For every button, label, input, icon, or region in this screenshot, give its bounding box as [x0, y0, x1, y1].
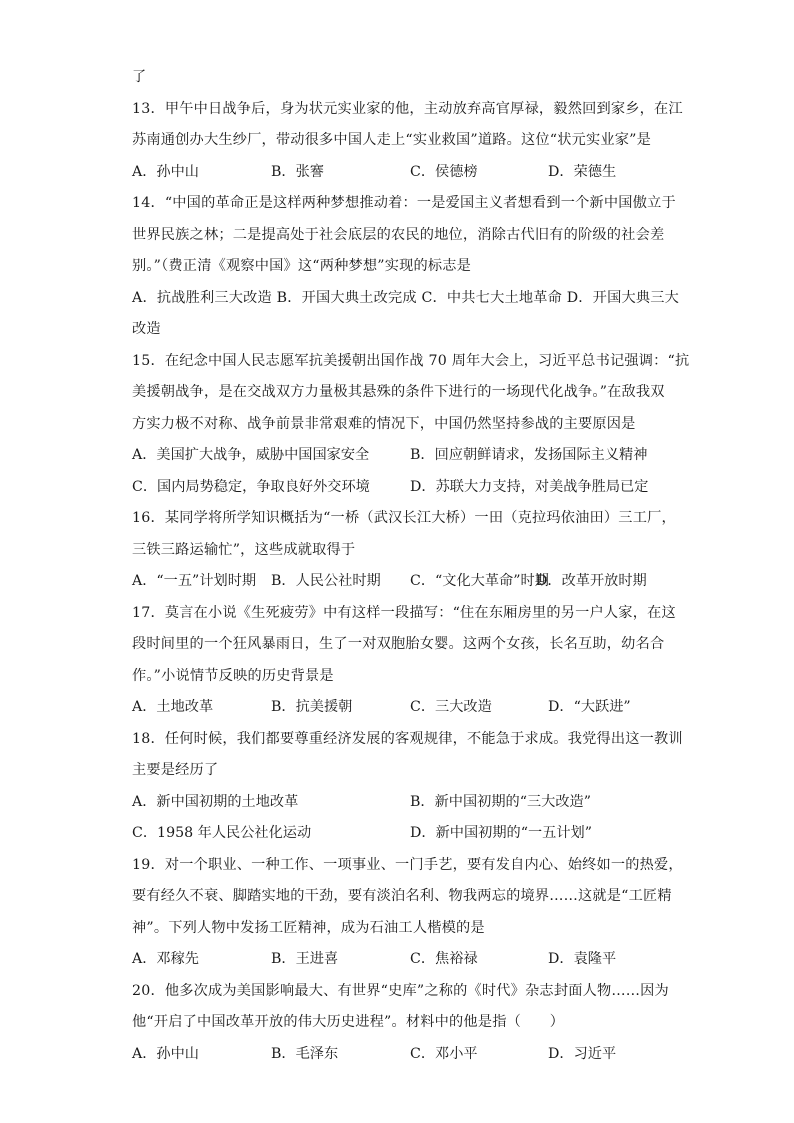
question-list: [132, 62, 690, 1070]
question-13: [132, 94, 683, 189]
option-c[interactable]: C．国内局势稳定，争取良好外交环境: [132, 478, 370, 495]
question-text: 美援朝战争，是在交战双方力量极其悬殊的条件下进行的一场现代化战争。”在敌我双: [132, 384, 665, 400]
option-b[interactable]: B．张謇: [271, 163, 324, 180]
option-a[interactable]: A．邓稼先: [132, 951, 199, 967]
option-b[interactable]: B．新中国初期的“三大改造”: [410, 793, 591, 810]
option-row: [132, 472, 662, 504]
option-c[interactable]: C．邓小平: [410, 1045, 478, 1062]
option-b[interactable]: B．王进喜: [271, 951, 339, 967]
question-16: [132, 503, 676, 598]
question-text: 作。”小说情节反映的历史背景是: [132, 667, 334, 684]
question-text: 别。”（费正清《观察中国》这“两种梦想”实现的标志是: [132, 258, 472, 274]
option-b[interactable]: B．人民公社时期: [271, 573, 381, 589]
question-text: 苏南通创办大生纱厂，带动很多中国人走上“实业救国”道路。这位“状元实业家”是: [132, 132, 651, 148]
option-c[interactable]: C．焦裕禄: [410, 951, 478, 967]
question-text: 15．在纪念中国人民志愿军抗美援朝出国作战 70 周年大会上，习近平总书记强调：“抗: [132, 352, 690, 369]
option-d[interactable]: D．新中国初期的“一五计划”: [410, 825, 592, 841]
option-row: [132, 1039, 662, 1071]
question-text: 14．“中国的革命正是这样两种梦想推动着：一是爱国主义者想看到一个新中国傲立于: [132, 195, 676, 211]
option-row: [132, 692, 662, 724]
question-18: [132, 724, 683, 850]
option-a[interactable]: A．孙中山: [132, 163, 199, 180]
question-17: [132, 598, 676, 724]
question-text: 神”。下列人物中发扬工匠精神，成为石油工人楷模的是: [132, 919, 485, 936]
option-row: [132, 944, 662, 976]
option-row: [132, 566, 662, 598]
option-a[interactable]: A．美国扩大战争，威胁中国国家安全: [132, 447, 370, 463]
question-19: [132, 850, 683, 976]
question-20: [132, 976, 669, 1071]
question-text: 19．对一个职业、一种工作、一项事业、一门手艺，要有发自内心、始终如一的热爱，: [132, 856, 683, 873]
option-a[interactable]: A．“一五”计划时期: [132, 573, 257, 589]
option-d[interactable]: D．习近平: [548, 1045, 617, 1062]
option-a[interactable]: A．新中国初期的土地改革: [132, 793, 299, 810]
option-b[interactable]: B．抗美援朝: [271, 699, 353, 715]
question-text: 16．某同学将所学知识概括为“一桥（武汉长江大桥）一田（克拉玛依油田）三工厂，: [132, 510, 676, 526]
option-line[interactable]: 改造: [132, 321, 161, 337]
question-text: 主要是经历了: [132, 762, 219, 778]
option-row: [132, 787, 662, 819]
option-b[interactable]: B．毛泽东: [271, 1045, 339, 1062]
option-c[interactable]: C．侯德榜: [410, 163, 478, 180]
question-text: 段时间里的一个狂风暴雨日，生了一对双胞胎女婴。这两个女孩，长名互助，幼名合: [132, 636, 665, 652]
question-text: 三铁三路运输忙”，这些成就取得于: [132, 541, 356, 558]
option-row: [132, 440, 662, 472]
option-row: [132, 818, 662, 850]
question-text: 他“开启了中国改革开放的伟大历史进程”。材料中的他是指（ ）: [132, 1014, 565, 1030]
option-a[interactable]: A．土地改革: [132, 699, 214, 715]
question-text: 17．莫言在小说《生死疲劳》中有这样一段描写：“住在东厢房里的另一户人家，在这: [132, 604, 676, 621]
option-d[interactable]: D．苏联大力支持，对美战争胜局已定: [410, 478, 649, 495]
option-d[interactable]: D．“大跃进”: [548, 699, 631, 715]
option-b[interactable]: B．回应朝鲜请求，发扬国际主义精神: [410, 447, 648, 463]
option-d[interactable]: D．袁隆平: [548, 951, 617, 967]
option-a[interactable]: A．孙中山: [132, 1045, 199, 1062]
option-row: [132, 157, 662, 189]
option-line[interactable]: A．抗战胜利三大改造 B．开国大典土改完成 C．中共七大土地革命 D．开国大典三大: [132, 289, 680, 306]
question-15: [132, 346, 690, 504]
option-c[interactable]: C．“文化大革命”时期: [410, 573, 549, 589]
question-text: 方实力极不对称、战争前景非常艰难的情况下，中国仍然坚持参战的主要原因是: [132, 415, 636, 432]
question-text: 20．他多次成为美国影响最大、有世界“史库”之称的《时代》杂志封面人物……因为: [132, 982, 669, 999]
question-text: 世界民族之林；二是提高处于社会底层的农民的地位，消除古代旧有的阶级的社会差: [132, 226, 665, 243]
question-14: [132, 188, 680, 346]
question-text: 18．任何时候，我们都要尊重经济发展的客观规律，不能急于求成。我党得出这一教训: [132, 730, 683, 747]
option-d[interactable]: D．改革开放时期: [536, 573, 647, 589]
option-d[interactable]: D．荣德生: [548, 163, 617, 180]
option-c[interactable]: C．三大改造: [410, 699, 492, 715]
question-text: 要有经久不衰、脚踏实地的干劲，要有淡泊名利、物我两忘的境界……这就是“工匠精: [132, 888, 672, 904]
continuation-text: 了: [132, 69, 147, 85]
question-text: 13．甲午中日战争后，身为状元实业家的他，主动放弃高官厚禄，毅然回到家乡，在江: [132, 100, 683, 117]
option-c[interactable]: C．1958 年人民公社化运动: [132, 825, 312, 841]
